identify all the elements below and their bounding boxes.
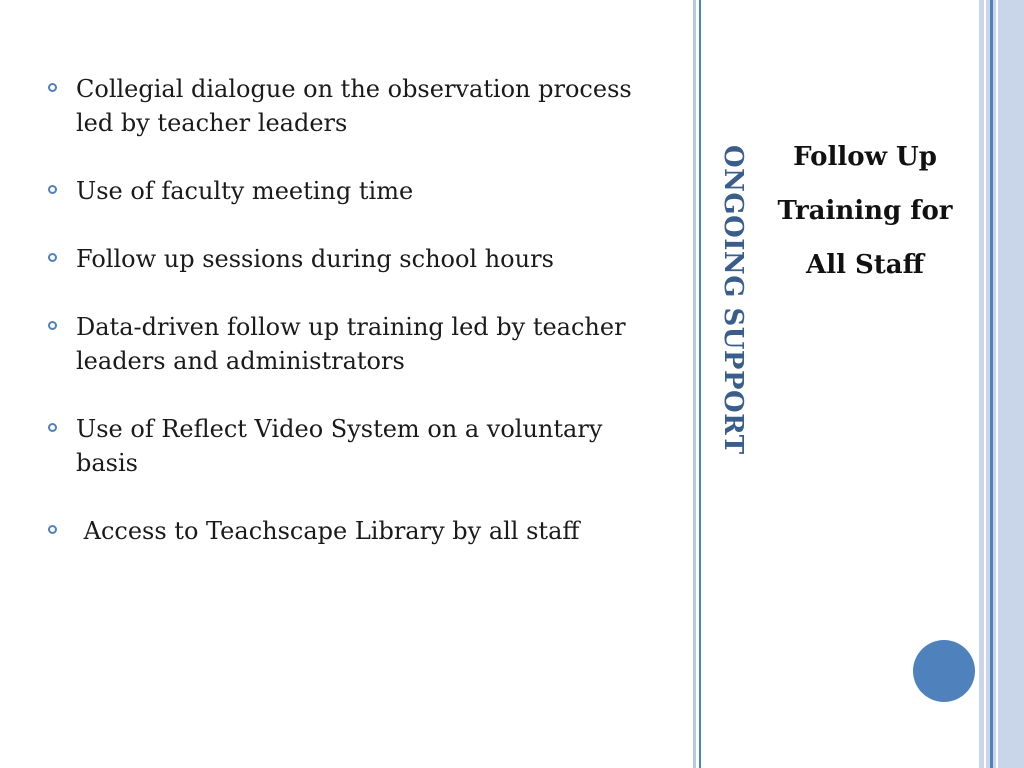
panel-line: Training for <box>777 196 953 226</box>
list-item <box>46 412 656 480</box>
side-panel <box>770 140 960 302</box>
list-item <box>46 514 656 548</box>
decorative-circle <box>913 640 975 702</box>
side-title-container <box>708 145 748 465</box>
bullet-text: Use of faculty meeting time <box>76 177 414 205</box>
panel-line: All Staff <box>806 250 924 280</box>
circle-bullet-icon <box>48 321 57 330</box>
circle-bullet-icon <box>48 83 57 92</box>
bullet-text: Follow up sessions during school hours <box>76 245 554 273</box>
list-item <box>46 242 656 276</box>
bullet-text: Data-driven follow up training led by teacher leaders and administrators <box>76 313 626 375</box>
list-item <box>46 174 656 208</box>
divider-line <box>693 0 696 768</box>
divider-line <box>996 0 998 768</box>
bullet-text: Access to Teachscape Library by all staff <box>76 517 580 545</box>
divider-line <box>984 0 986 768</box>
slide-title: ONGOING SUPPORT <box>718 145 748 455</box>
divider-line <box>990 0 993 768</box>
circle-bullet-icon <box>48 525 57 534</box>
bullet-text: Use of Reflect Video System on a voluntary basis <box>76 415 603 477</box>
list-item <box>46 310 656 378</box>
panel-line: Follow Up <box>793 142 937 172</box>
divider-line <box>699 0 701 768</box>
circle-bullet-icon <box>48 253 57 262</box>
circle-bullet-icon <box>48 185 57 194</box>
bullet-list <box>46 72 656 582</box>
circle-bullet-icon <box>48 423 57 432</box>
bullet-text: Collegial dialogue on the observation process led by teacher leaders <box>76 75 632 137</box>
list-item <box>46 72 656 140</box>
